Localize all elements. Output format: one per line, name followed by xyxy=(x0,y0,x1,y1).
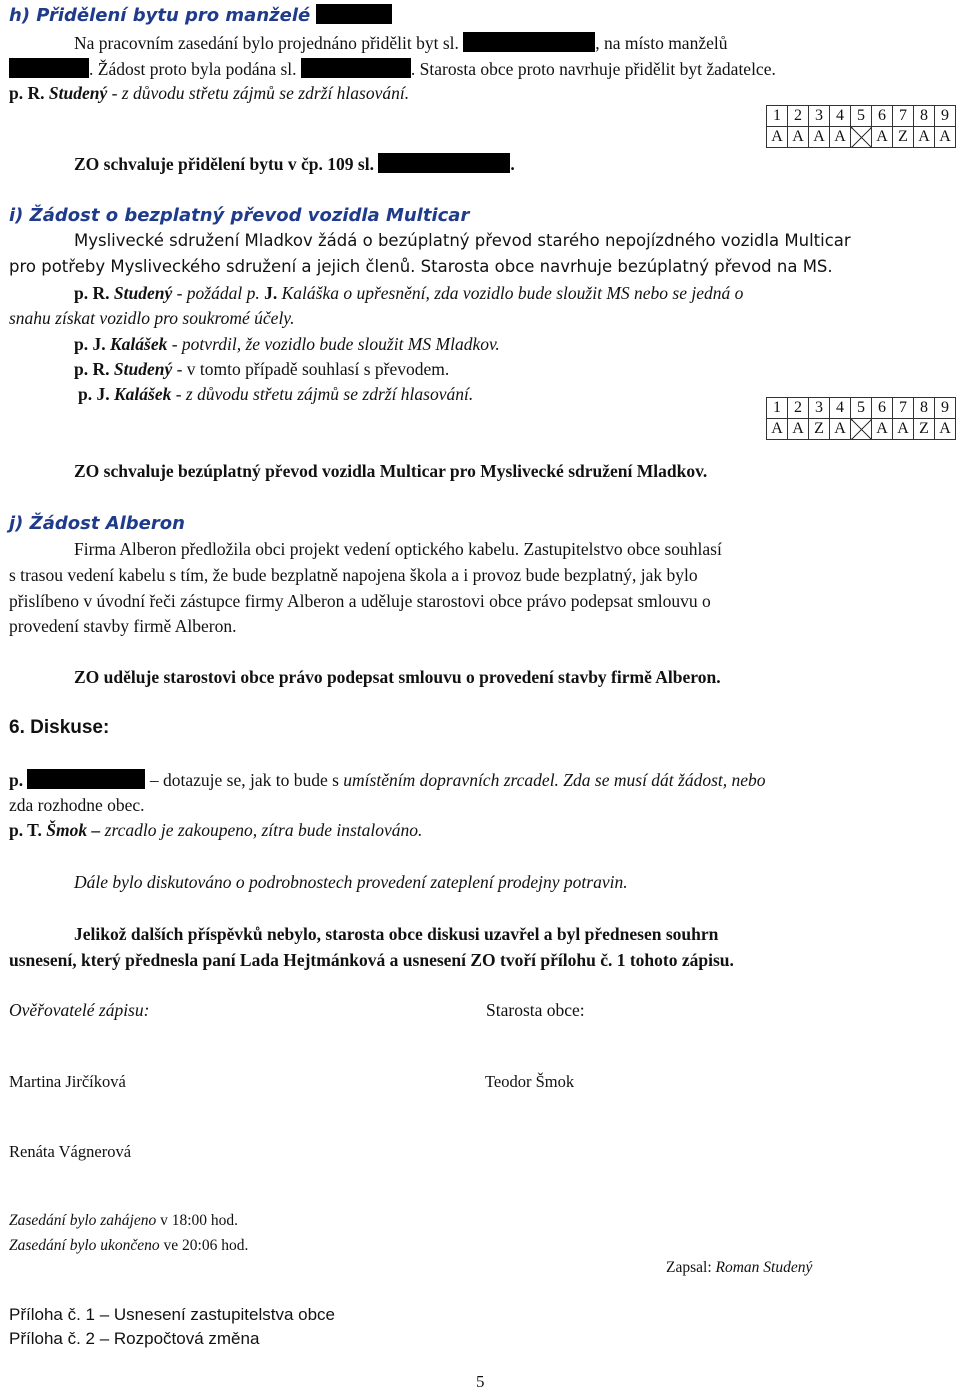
redaction xyxy=(301,58,411,78)
vote-member-number: 8 xyxy=(914,398,935,419)
redaction xyxy=(378,153,510,173)
section-i-heading: i) Žádost o bezplatný převod vozidla Multicar xyxy=(9,205,470,226)
section-h-resolution: ZO schvaluje přidělení bytu v čp. 109 sl. . xyxy=(74,154,515,174)
closing-line1: Jelikož dalších příspěvků nebylo, starosta obce diskusi uzavřel a byl přednesen souhrn xyxy=(74,924,719,944)
vote-numbers-row xyxy=(767,106,956,127)
vote-result: A xyxy=(767,419,788,440)
vote-member-number: 3 xyxy=(809,106,830,127)
section-h-note: p. R. Studený - z důvodu střetu zájmů se zdrží hlasování. xyxy=(9,83,410,103)
recorder: Zapsal: Roman Studený xyxy=(666,1259,813,1276)
vote-result: A xyxy=(830,419,851,440)
verifiers-label: Ověřovatelé zápisu: xyxy=(9,1000,150,1020)
vote-member-number: 1 xyxy=(767,398,788,419)
redaction xyxy=(316,4,392,24)
vote-member-number: 7 xyxy=(893,398,914,419)
redaction xyxy=(9,58,89,78)
section-h-line1: Na pracovním zasedání bylo projednáno přidělit byt sl. , na místo manželů xyxy=(74,33,728,53)
vote-member-number: 6 xyxy=(872,106,893,127)
vote-result: Z xyxy=(914,419,935,440)
start-time: Zasedání bylo zahájeno v 18:00 hod. xyxy=(9,1212,239,1229)
vote-result: A xyxy=(935,127,956,148)
discussion-heading: 6. Diskuse: xyxy=(9,717,110,738)
vote-absent-cross xyxy=(851,419,872,440)
discussion-question: p. – dotazuje se, jak to bude s umístěním dopravních zrcadel. Zda se musí dát žádost, nebo xyxy=(9,770,766,790)
vote-table-i xyxy=(766,397,956,440)
vote-member-number: 9 xyxy=(935,106,956,127)
redaction xyxy=(463,32,595,52)
vote-result: A xyxy=(830,127,851,148)
section-i-discussion-2: p. J. Kalášek - potvrdil, že vozidlo bude sloužit MS Mladkov. xyxy=(74,334,500,354)
discussion-further: Dále bylo diskutováno o podrobnostech provedení zateplení prodejny potravin. xyxy=(74,872,628,892)
section-h-line2: . Žádost proto byla podána sl. . Starosta obce proto navrhuje přidělit byt žadatelce. xyxy=(9,58,776,80)
closing-line2: usnesení, který přednesla paní Lada Hejtmánková a usnesení ZO tvoří přílohu č. 1 tohoto zápisu. xyxy=(9,950,734,970)
attachment-2: Příloha č. 2 – Rozpočtová změna xyxy=(9,1329,260,1348)
vote-result: A xyxy=(914,127,935,148)
vote-result: A xyxy=(767,127,788,148)
vote-table-h xyxy=(766,105,956,148)
section-h-heading: h) Přidělení bytu pro manželé xyxy=(9,4,392,27)
vote-result: Z xyxy=(893,127,914,148)
section-j-line3: přislíbeno v úvodní řeči zástupce firmy Alberon a uděluje starostovi obce právo podepsat smlouvu o xyxy=(9,591,711,611)
section-j-heading: j) Žádost Alberon xyxy=(9,513,185,534)
section-j-line1: Firma Alberon předložila obci projekt vedení optického kabelu. Zastupitelstvo obce souhlasí xyxy=(74,539,722,559)
page-number: 5 xyxy=(476,1372,485,1391)
vote-member-number: 2 xyxy=(788,398,809,419)
vote-result: A xyxy=(893,419,914,440)
vote-result: A xyxy=(872,419,893,440)
vote-member-number: 7 xyxy=(893,106,914,127)
section-i-discussion-3: p. R. Studený - v tomto případě souhlasí s převodem. xyxy=(74,359,450,379)
vote-member-number: 4 xyxy=(830,106,851,127)
redaction xyxy=(27,769,145,789)
section-i-discussion-4: p. J. Kalášek - z důvodu střetu zájmů se zdrží hlasování. xyxy=(78,384,474,404)
vote-result: A xyxy=(935,419,956,440)
attachment-1: Příloha č. 1 – Usnesení zastupitelstva obce xyxy=(9,1305,336,1324)
vote-results-row xyxy=(767,127,956,148)
vote-member-number: 2 xyxy=(788,106,809,127)
section-j-line2: s trasou vedení kabelu s tím, že bude bezplatně napojena škola a i provoz bude bezplatný, jak bylo xyxy=(9,565,698,585)
vote-numbers-row xyxy=(767,398,956,419)
section-i-resolution: ZO schvaluje bezúplatný převod vozidla Multicar pro Myslivecké sdružení Mladkov. xyxy=(74,461,708,481)
section-i-line1: Myslivecké sdružení Mladkov žádá o bezúplatný převod starého nepojízdného vozidla Multicar xyxy=(74,231,851,250)
end-time: Zasedání bylo ukončeno ve 20:06 hod. xyxy=(9,1237,249,1254)
vote-result: A xyxy=(809,127,830,148)
vote-member-number: 8 xyxy=(914,106,935,127)
vote-member-number: 5 xyxy=(851,398,872,419)
mayor-name: Teodor Šmok xyxy=(485,1072,575,1091)
section-i-line2: pro potřeby Mysliveckého sdružení a jejich členů. Starosta obce navrhuje bezúplatný převod na MS. xyxy=(9,257,833,276)
vote-absent-cross xyxy=(851,127,872,148)
vote-member-number: 1 xyxy=(767,106,788,127)
section-j-resolution: ZO uděluje starostovi obce právo podepsat smlouvu o provedení stavby firmě Alberon. xyxy=(74,667,721,687)
verifier-2-name: Renáta Vágnerová xyxy=(9,1142,132,1161)
vote-result: A xyxy=(788,127,809,148)
vote-result: A xyxy=(788,419,809,440)
vote-member-number: 5 xyxy=(851,106,872,127)
section-j-line4: provedení stavby firmě Alberon. xyxy=(9,616,237,636)
vote-result: A xyxy=(872,127,893,148)
vote-member-number: 4 xyxy=(830,398,851,419)
vote-result: Z xyxy=(809,419,830,440)
discussion-question-2: zda rozhodne obec. xyxy=(9,795,145,815)
vote-member-number: 9 xyxy=(935,398,956,419)
discussion-answer: p. T. Šmok – zrcadlo je zakoupeno, zítra bude instalováno. xyxy=(9,820,423,840)
vote-member-number: 6 xyxy=(872,398,893,419)
section-i-discussion-1b: snahu získat vozidlo pro soukromé účely. xyxy=(9,308,295,328)
mayor-label: Starosta obce: xyxy=(486,1000,585,1020)
vote-results-row xyxy=(767,419,956,440)
verifier-1-name: Martina Jirčíková xyxy=(9,1072,126,1091)
section-i-discussion-1: p. R. Studený - požádal p. J. Kaláška o upřesnění, zda vozidlo bude sloužit MS nebo se jedná o xyxy=(74,283,744,303)
vote-member-number: 3 xyxy=(809,398,830,419)
